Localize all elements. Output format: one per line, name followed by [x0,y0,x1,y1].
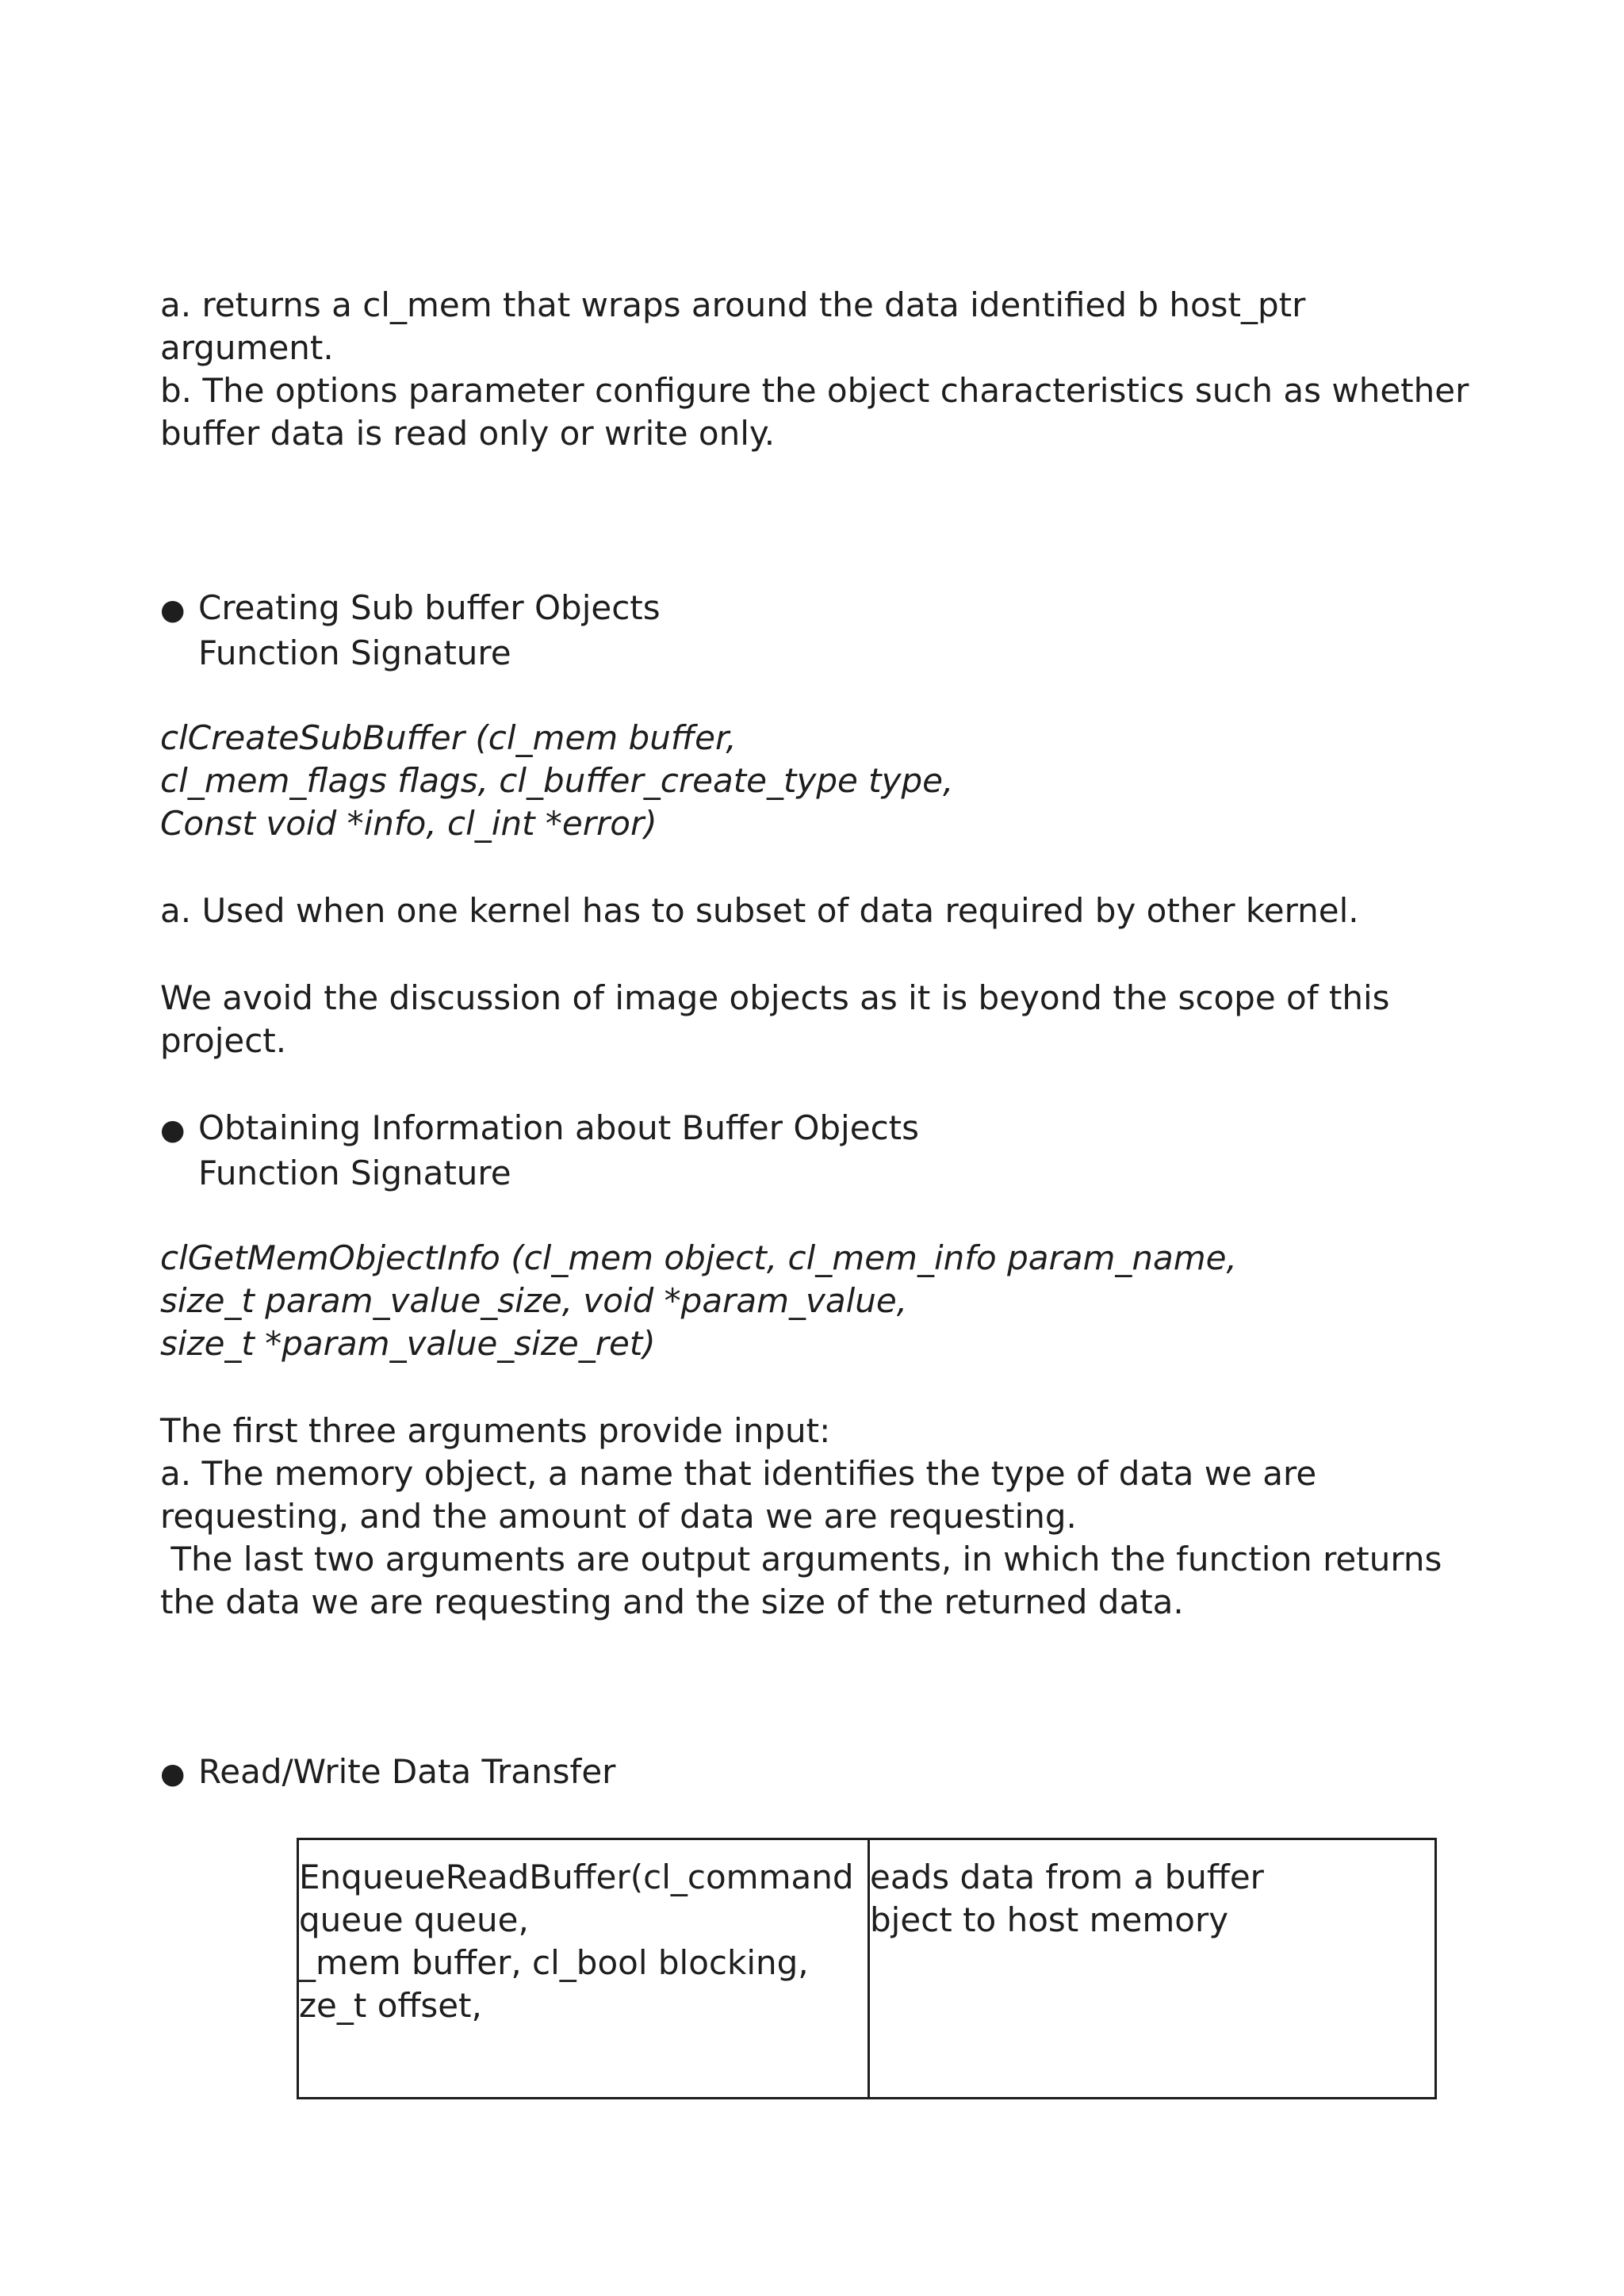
buffer-info-item-a-continued: requesting, and the amount of data we are requesting. [160,1497,1077,1536]
image-objects-note [160,977,1461,1062]
buffer-info-heading: ● Obtaining Information about Buffer Objects [160,1107,1461,1152]
table-cell-line: eads data from a buffer [870,1858,1264,1896]
table-cell-line: queue queue, [299,1900,529,1939]
table-cell-line: _mem buffer, cl_bool blocking, [299,1943,809,1982]
note-b-continued: buffer data is read only or write only. [160,414,776,453]
buffer-notes [160,284,1469,455]
table-cell-description [870,1840,1434,2097]
signature-line: size_t param_value_size, void *param_value, [160,1281,908,1320]
output-arguments-note-continued: the data we are requesting and the size of the returned data. [160,1582,1184,1621]
sub-buffer-signature [160,717,1461,845]
buffer-info-section [160,1107,1461,1195]
sub-buffer-item-a: a. Used when one kernel has to subset of data required by other kernel. [160,891,1359,930]
buffer-info-description [160,1410,1461,1624]
signature-line: clGetMemObjectInfo (cl_mem object, cl_mem_info param_name, [160,1238,1237,1277]
arguments-intro: The first three arguments provide input: [160,1411,831,1450]
bullet-icon: ● [160,1758,186,1790]
signature-line: clCreateSubBuffer (cl_mem buffer, [160,718,737,757]
buffer-info-signature [160,1237,1461,1365]
buffer-info-item-a: a. The memory object, a name that identifies the type of data we are [160,1454,1317,1493]
buffer-info-subheading: Function Signature [198,1154,511,1192]
note-line: We avoid the discussion of image objects as it is beyond the scope of this [160,978,1390,1017]
table-cell-function [299,1840,870,2097]
sub-buffer-section [160,587,1461,675]
transfer-heading: ● Read/Write Data Transfer [160,1751,1461,1796]
note-line: project. [160,1021,287,1060]
table-cell-line: ze_t offset, [299,1986,482,2025]
note-a-continued: argument. [160,328,334,367]
output-arguments-note: The last two arguments are output arguments, in which the function returns [160,1540,1442,1578]
transfer-section [160,1751,1461,1796]
sub-buffer-heading: ● Creating Sub buffer Objects [160,587,1461,632]
sub-buffer-note [160,890,1461,932]
transfer-table [297,1838,1437,2099]
signature-line: size_t *param_value_size_ret) [160,1324,656,1363]
note-b: b. The options parameter configure the object characteristics such as whether [160,371,1469,410]
bullet-icon: ● [160,1114,186,1146]
bullet-icon: ● [160,594,186,626]
signature-line: Const void *info, cl_int *error) [160,804,657,843]
note-a: a. returns a cl_mem that wraps around the data identified b host_ptr [160,285,1306,324]
table-cell-line: EnqueueReadBuffer(cl_command [299,1858,854,1896]
sub-buffer-subheading: Function Signature [198,633,511,672]
signature-line: cl_mem_flags flags, cl_buffer_create_type type, [160,761,954,800]
table-cell-line: bject to host memory [870,1900,1229,1939]
